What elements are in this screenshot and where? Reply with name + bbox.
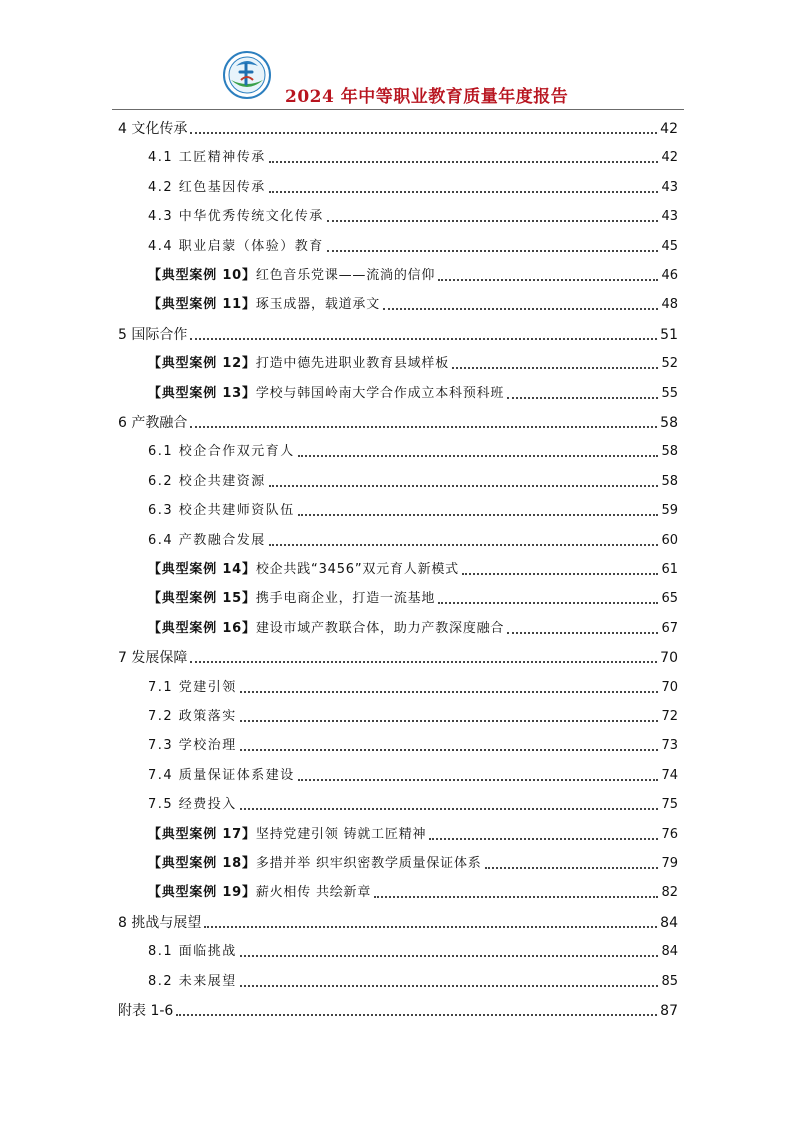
- toc-page-number: 70: [660, 650, 678, 667]
- dot-leader: [438, 279, 658, 281]
- toc-page-number: 55: [661, 385, 678, 401]
- dot-leader: [438, 602, 658, 604]
- toc-entry-label: 6.4 产教融合发展: [148, 532, 266, 548]
- toc-page-number: 52: [661, 356, 678, 372]
- toc-entry-label: [148, 296, 380, 314]
- toc-entry-label: [148, 620, 504, 638]
- dot-leader: [485, 867, 659, 869]
- toc-entry[interactable]: [148, 175, 678, 197]
- toc-page-number: 48: [661, 297, 678, 313]
- dot-leader: [240, 720, 659, 722]
- toc-entry-label: [148, 590, 435, 608]
- case-title: 琢玉成器，载道承文: [255, 297, 381, 313]
- toc-entry-label: 6.1 校企合作双元育人: [148, 444, 295, 460]
- toc-page-number: 61: [661, 562, 678, 577]
- toc-entry-label: [148, 385, 504, 403]
- dot-leader: [327, 250, 659, 252]
- toc-entry-label: 附表 1-6: [118, 1003, 174, 1019]
- toc-page-number: 58: [660, 415, 678, 431]
- case-tag: 【典型案例 13】: [148, 385, 256, 401]
- case-title: 携手电商企业，打造一流基地: [255, 591, 436, 607]
- toc-entry[interactable]: [148, 557, 678, 579]
- toc-page-number: 51: [660, 326, 678, 343]
- page-header: [0, 0, 793, 112]
- toc-entry[interactable]: [148, 733, 678, 755]
- dot-leader: [383, 308, 658, 310]
- toc-entry-label: 4 文化传承: [118, 121, 188, 137]
- toc-entry[interactable]: [148, 439, 678, 461]
- toc-entry[interactable]: [148, 616, 678, 638]
- toc-entry[interactable]: [118, 998, 678, 1020]
- dot-leader: [269, 544, 659, 546]
- dot-leader: [240, 808, 659, 810]
- case-tag: 【典型案例 18】: [148, 856, 256, 871]
- dot-leader: [176, 1014, 657, 1016]
- dot-leader: [507, 632, 658, 634]
- toc-entry[interactable]: [148, 586, 678, 608]
- case-tag: 【典型案例 17】: [148, 826, 256, 842]
- toc-entry-label: [148, 826, 426, 844]
- dot-leader: [269, 485, 659, 487]
- dot-leader: [507, 397, 658, 399]
- toc-entry-label: 4.2 红色基因传承: [148, 179, 266, 195]
- toc-entry[interactable]: [148, 351, 678, 373]
- toc-entry-label: 7 发展保障: [118, 650, 188, 667]
- toc-page-number: 42: [661, 150, 678, 166]
- case-tag: 【典型案例 14】: [148, 562, 256, 577]
- toc-page-number: 43: [661, 209, 678, 225]
- toc-entry-label: 6.3 校企共建师资队伍: [148, 503, 295, 519]
- dot-leader: [190, 132, 657, 134]
- toc-entry[interactable]: [118, 116, 678, 138]
- header-divider: [112, 109, 684, 110]
- toc-page-number: 59: [661, 503, 678, 519]
- toc-page-number: 67: [661, 620, 678, 636]
- toc-page-number: 70: [661, 679, 678, 695]
- case-title: 建设市域产教联合体，助力产教深度融合: [255, 620, 505, 636]
- school-emblem-icon: [222, 50, 272, 100]
- toc-page-number: 73: [661, 738, 678, 754]
- toc-page-number: 87: [660, 1003, 678, 1019]
- case-title: 薪火相传 共绘新章: [255, 885, 372, 901]
- toc-entry[interactable]: [148, 292, 678, 314]
- toc-entry[interactable]: [148, 851, 678, 873]
- dot-leader: [462, 573, 658, 575]
- toc-page-number: 60: [661, 532, 678, 548]
- toc-entry-label: 4.1 工匠精神传承: [148, 150, 266, 166]
- toc-page-number: 82: [661, 885, 678, 901]
- toc-entry-label: 8.2 未来展望: [148, 973, 237, 989]
- toc-entry-label: 7.1 党建引领: [148, 679, 237, 695]
- toc-page-number: 42: [660, 121, 678, 137]
- dot-leader: [190, 661, 657, 663]
- toc-entry-label: 7.3 学校治理: [148, 738, 237, 754]
- toc-entry[interactable]: [148, 469, 678, 491]
- case-tag: 【典型案例 19】: [148, 885, 256, 901]
- toc-page-number: 58: [661, 473, 678, 489]
- toc-entry-label: 6 产教融合: [118, 415, 188, 431]
- case-tag: 【典型案例 16】: [148, 620, 256, 636]
- case-tag: 【典型案例 15】: [148, 591, 256, 607]
- toc-entry[interactable]: [148, 763, 678, 785]
- toc-entry[interactable]: [148, 880, 678, 902]
- toc-entry-label: 5 国际合作: [118, 326, 188, 343]
- toc-entry[interactable]: [148, 204, 678, 226]
- dot-leader: [240, 691, 659, 693]
- toc-entry[interactable]: [148, 969, 678, 991]
- dot-leader: [240, 749, 659, 751]
- toc-page-number: 85: [661, 973, 678, 989]
- toc-entry[interactable]: [148, 939, 678, 961]
- dot-leader: [452, 367, 658, 369]
- dot-leader: [298, 455, 659, 457]
- toc-page-number: 43: [661, 179, 678, 195]
- toc-page-number: 65: [661, 591, 678, 607]
- dot-leader: [269, 191, 659, 193]
- case-tag: 【典型案例 10】: [148, 268, 256, 283]
- toc-entry-label: 4.3 中华优秀传统文化传承: [148, 209, 324, 225]
- dot-leader: [269, 161, 659, 163]
- toc-page-number: 76: [661, 826, 678, 842]
- case-title: 坚持党建引领 铸就工匠精神: [255, 826, 427, 842]
- toc-page-number: 84: [661, 944, 678, 960]
- toc-entry-label: 7.5 经费投入: [148, 797, 237, 813]
- toc-entry[interactable]: [148, 675, 678, 697]
- toc-page-number: 58: [661, 444, 678, 460]
- toc-entry-label: [148, 267, 435, 285]
- toc-entry-label: [148, 884, 371, 902]
- toc-entry[interactable]: [148, 234, 678, 256]
- dot-leader: [327, 220, 659, 222]
- toc-entry[interactable]: [148, 704, 678, 726]
- toc-entry[interactable]: [148, 498, 678, 520]
- toc-page-number: 84: [660, 914, 678, 931]
- toc-page-number: 45: [661, 238, 678, 254]
- toc-entry[interactable]: [118, 645, 678, 667]
- toc-entry-label: 6.2 校企共建资源: [148, 473, 266, 489]
- dot-leader: [240, 985, 659, 987]
- case-title: 红色音乐党课——流淌的信仰: [255, 268, 436, 283]
- toc-entry[interactable]: [118, 910, 678, 932]
- case-title: 多措并举 织牢织密教学质量保证体系: [255, 856, 482, 871]
- case-title: 学校与韩国岭南大学合作成立本科预科班: [255, 385, 505, 401]
- toc-page-number: 74: [661, 767, 678, 783]
- dot-leader: [190, 426, 657, 428]
- toc-entry[interactable]: [148, 528, 678, 550]
- toc-entry-label: 7.2 政策落实: [148, 709, 237, 724]
- toc-page-number: 46: [661, 268, 678, 283]
- toc-entry-label: 8 挑战与展望: [118, 914, 202, 931]
- toc-entry[interactable]: [118, 410, 678, 432]
- case-tag: 【典型案例 12】: [148, 356, 256, 372]
- toc-entry-label: [148, 355, 449, 373]
- report-title: 2024 年中等职业教育质量年度报告: [285, 87, 569, 107]
- case-title: 校企共践“3456”双元育人新模式: [255, 562, 459, 577]
- toc-entry[interactable]: [118, 322, 678, 344]
- dot-leader: [429, 838, 658, 840]
- case-title: 打造中德先进职业教育县域样板: [255, 356, 450, 372]
- toc-entry-label: 7.4 质量保证体系建设: [148, 767, 295, 783]
- toc-entry-label: [148, 561, 459, 579]
- toc-entry[interactable]: [148, 263, 678, 285]
- dot-leader: [374, 896, 658, 898]
- dot-leader: [204, 926, 657, 928]
- dot-leader: [298, 779, 659, 781]
- dot-leader: [298, 514, 659, 516]
- toc-entry-label: 8.1 面临挑战: [148, 944, 237, 960]
- toc-entry[interactable]: [148, 822, 678, 844]
- toc-page-number: 79: [661, 856, 678, 871]
- dot-leader: [240, 955, 659, 957]
- toc-page-number: 72: [661, 709, 678, 724]
- toc-entry[interactable]: [148, 381, 678, 403]
- toc-entry-label: [148, 855, 482, 873]
- toc-entry-label: 4.4 职业启蒙（体验）教育: [148, 238, 324, 254]
- case-tag: 【典型案例 11】: [148, 297, 256, 313]
- toc-page-number: 75: [661, 797, 678, 813]
- toc-entry[interactable]: [148, 145, 678, 167]
- toc-entry[interactable]: [148, 792, 678, 814]
- dot-leader: [190, 338, 657, 340]
